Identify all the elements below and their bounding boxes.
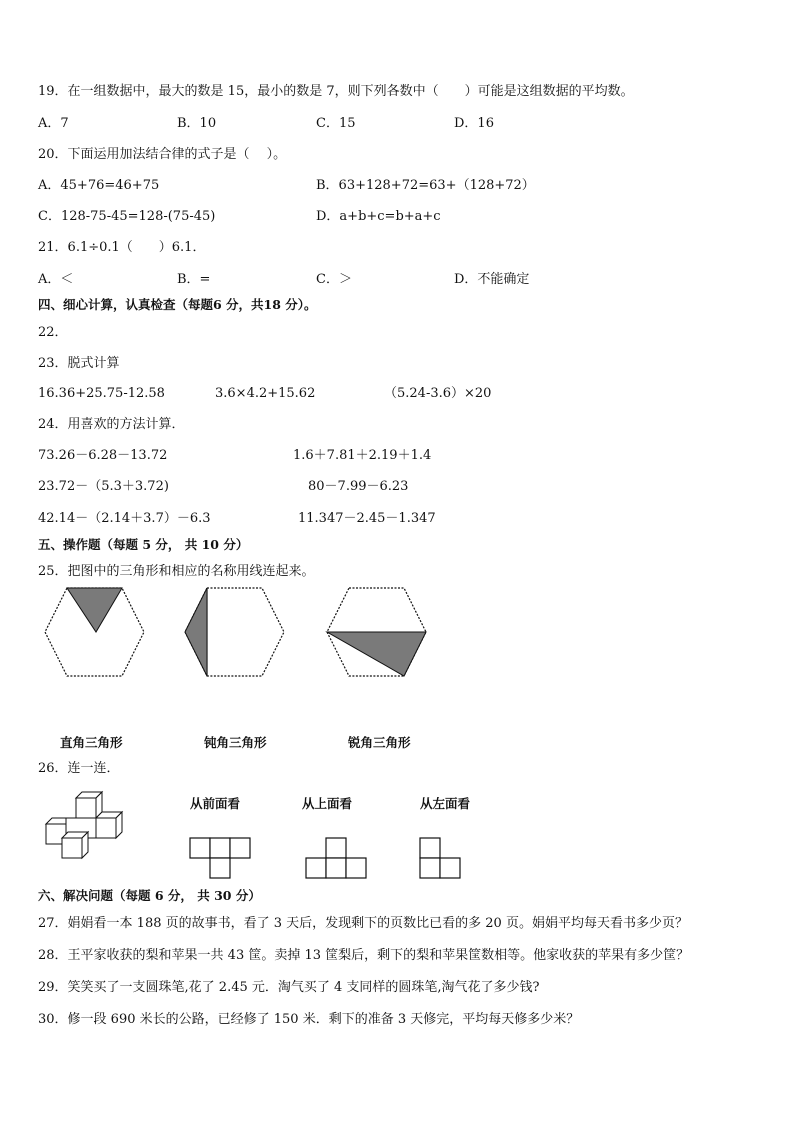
q19-option-a: A．7 bbox=[38, 116, 69, 131]
view-label-front: 从前面看 bbox=[190, 796, 241, 811]
q28-stem: 28．王平家收获的梨和苹果一共 43 筐。卖掉 13 筐梨后，剩下的梨和苹果筐数相等。他家收获的苹果有多少筐？ bbox=[38, 948, 690, 963]
q23-expr-3: （5.24-3.6）×20 bbox=[384, 386, 492, 401]
section4-heading: 四、细心计算，认真检查（每题6 分，共18 分）。 bbox=[38, 297, 317, 312]
hexagon-figure-1 bbox=[40, 586, 150, 678]
shaded-triangle-2 bbox=[185, 588, 207, 676]
q25-stem: 25．把图中的三角形和相应的名称用线连起来。 bbox=[38, 564, 315, 579]
view-label-left: 从左面看 bbox=[420, 796, 471, 811]
hexagon-figure-3 bbox=[322, 586, 432, 678]
q21-stem: 21．6.1÷0.1（ ）6.1． bbox=[38, 240, 206, 255]
q24-expr-5: 42.14－（2.14＋3.7）－6.3 bbox=[38, 511, 211, 526]
q20-option-b: B．63+128+72=63+（128+72） bbox=[316, 178, 535, 193]
q29-stem: 29．笑笑买了一支圆珠笔,花了 2.45 元．淘气买了 4 支同样的圆珠笔,淘气花了多少钱? bbox=[38, 980, 540, 995]
q19-option-b: B．10 bbox=[177, 116, 217, 131]
q24-expr-2: 1.6＋7.81＋2.19＋1.4 bbox=[293, 448, 432, 463]
view-figure-front bbox=[188, 836, 252, 880]
q21-option-d: D．不能确定 bbox=[454, 272, 530, 287]
triangle-label-obtuse: 钝角三角形 bbox=[204, 735, 267, 750]
view-label-top: 从上面看 bbox=[302, 796, 353, 811]
q20-option-a: A．45+76=46+75 bbox=[38, 178, 160, 193]
cube-stack-figure bbox=[44, 790, 134, 862]
q23-stem: 23．脱式计算 bbox=[38, 356, 120, 371]
q24-expr-4: 80－7.99－6.23 bbox=[308, 479, 409, 494]
q30-stem: 30．修一段 690 米长的公路，已经修了 150 米．剩下的准备 3 天修完，平均每天修多少米？ bbox=[38, 1012, 580, 1027]
q21-option-b: B．= bbox=[177, 272, 211, 287]
q20-stem: 20．下面运用加法结合律的式子是（ ）。 bbox=[38, 147, 287, 162]
q24-expr-1: 73.26－6.28－13.72 bbox=[38, 448, 168, 463]
triangle-label-right: 直角三角形 bbox=[60, 735, 123, 750]
section5-heading: 五、操作题（每题 5 分， 共 10 分） bbox=[38, 537, 249, 552]
q20-option-c: C．128-75-45=128-(75-45) bbox=[38, 209, 216, 224]
q19-option-c: C．15 bbox=[316, 116, 356, 131]
q26-stem: 26．连一连． bbox=[38, 761, 120, 776]
hexagon-figure-2 bbox=[180, 586, 290, 678]
q27-stem: 27．娟娟看一本 188 页的故事书，看了 3 天后，发现剩下的页数比已看的多 20 页。娟娟平均每天看书多少页？ bbox=[38, 916, 688, 931]
shaded-triangle-1 bbox=[67, 588, 122, 632]
q19-stem: 19．在一组数据中，最大的数是 15，最小的数是 7，则下列各数中（ ）可能是这组数据的平均数。 bbox=[38, 84, 634, 99]
q24-stem: 24．用喜欢的方法计算． bbox=[38, 417, 185, 432]
section6-heading: 六、解决问题（每题 6 分， 共 30 分） bbox=[38, 888, 261, 903]
q23-expr-2: 3.6×4.2+15.62 bbox=[215, 386, 316, 401]
q19-option-d: D．16 bbox=[454, 116, 494, 131]
view-figure-top bbox=[304, 836, 368, 880]
q24-expr-3: 23.72－（5.3＋3.72) bbox=[38, 479, 169, 494]
q21-option-c: C．＞ bbox=[316, 272, 352, 287]
triangle-label-acute: 锐角三角形 bbox=[348, 735, 411, 750]
q22-stem: 22． bbox=[38, 325, 68, 340]
q20-option-d: D．a+b+c=b+a+c bbox=[316, 209, 441, 224]
view-figure-left bbox=[418, 836, 462, 880]
shaded-triangle-3 bbox=[327, 632, 426, 676]
q21-option-a: A．＜ bbox=[38, 272, 74, 287]
q24-expr-6: 11.347－2.45－1.347 bbox=[298, 511, 436, 526]
q23-expr-1: 16.36+25.75-12.58 bbox=[38, 386, 165, 401]
